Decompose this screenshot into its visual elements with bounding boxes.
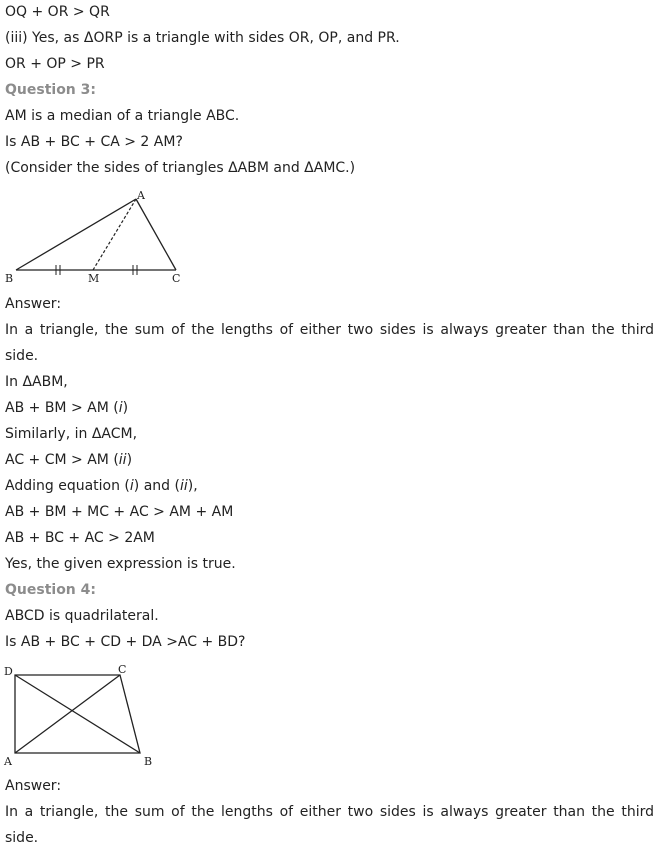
text-line: ABCD is quadrilateral. (5, 608, 159, 624)
text-line: Is AB + BC + CA > 2 AM? (5, 134, 183, 150)
text-line: AM is a median of a triangle ABC. (5, 108, 240, 124)
text-line: OQ + OR > QR (5, 4, 110, 20)
equation-ii: AC + CM > AM (ii) (5, 452, 133, 468)
text-line: Yes, the given expression is true. (5, 556, 236, 572)
text-line: Similarly, in ΔACM, (5, 426, 138, 442)
quadrilateral-abcd-figure (0, 660, 170, 772)
text-line: side. (5, 830, 39, 846)
text-line: In a triangle, the sum of the lengths of either two sides is always greater than the third (5, 322, 654, 338)
answer-label: Answer: (5, 778, 62, 794)
vertex-label-c: C (118, 663, 127, 676)
answer-label: Answer: (5, 296, 62, 312)
question-4-heading: Question 4: (5, 582, 96, 598)
text-line: Adding equation (i) and (ii), (5, 478, 198, 494)
text-line: In ΔABM, (5, 374, 68, 390)
vertex-label-a: A (137, 189, 145, 202)
question-3-heading: Question 3: (5, 82, 96, 98)
text-line: AB + BM + MC + AC > AM + AM (5, 504, 234, 520)
vertex-label-a: A (4, 755, 12, 768)
text-line: (Consider the sides of triangles ΔABM and ΔAMC.) (5, 160, 356, 176)
vertex-label-b: B (5, 272, 14, 285)
text-line: OR + OP > PR (5, 56, 105, 72)
text-line: AB + BC + AC > 2AM (5, 530, 155, 546)
equation-i: AB + BM > AM (i) (5, 400, 129, 416)
text-line: In a triangle, the sum of the lengths of either two sides is always greater than the third (5, 804, 654, 820)
text-line: (iii) Yes, as ΔORP is a triangle with sides OR, OP, and PR. (5, 30, 400, 46)
vertex-label-b: B (144, 755, 153, 768)
text-line: Is AB + BC + CD + DA >AC + BD? (5, 634, 246, 650)
triangle-abc-figure (0, 186, 200, 288)
text-line: side. (5, 348, 39, 364)
vertex-label-d: D (4, 665, 13, 678)
vertex-label-m: M (88, 272, 100, 285)
vertex-label-c: C (172, 272, 181, 285)
